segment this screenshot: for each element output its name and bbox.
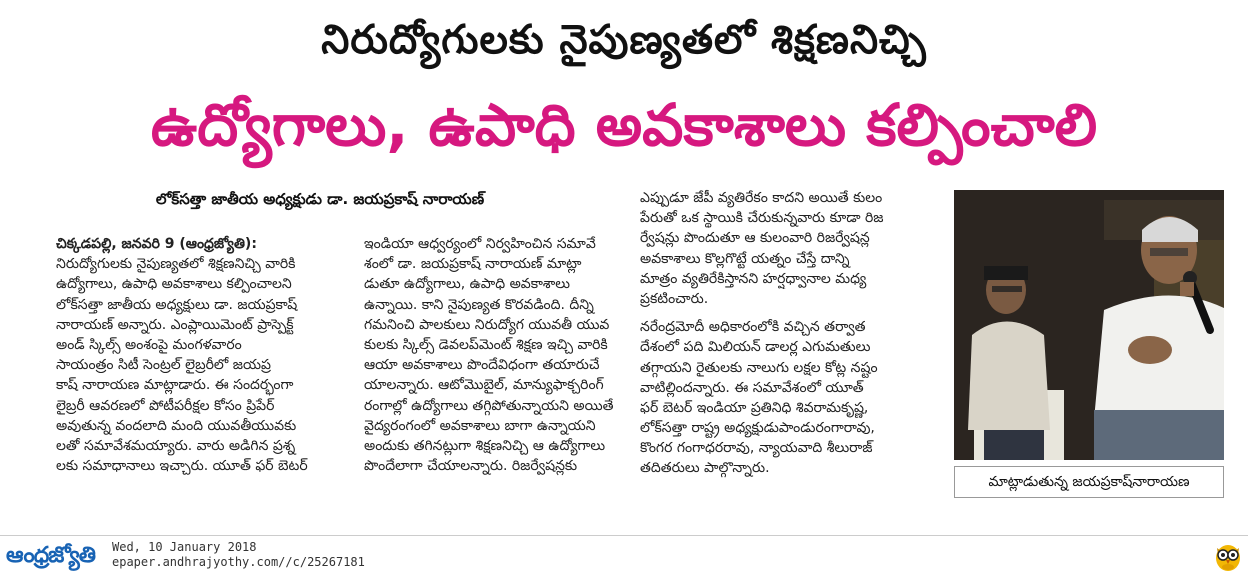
newspaper-logo: ఆంధ్రజ్యోతి: [6, 543, 95, 568]
article-line: ఆయా అవకాశాలు పొందేవిధంగా తయారుచే: [364, 357, 600, 374]
article-line: కాష్ నారాయణ మాట్లాడారు. ఈ సందర్భంగా: [56, 377, 294, 394]
speaker-photo-illustration: [954, 190, 1224, 460]
article-line: అవుతున్న వందలాది మంది యువతీయువకు: [56, 417, 297, 434]
article-line: కులకు స్కిల్స్ డెవలప్‌మెంట్ శిక్షణ ఇచ్చి వారికి: [364, 336, 608, 353]
article-line: ఇండియా ఆధ్వర్యంలో నిర్వహించిన సమావే: [364, 236, 596, 252]
paragraph-gap: [640, 309, 930, 317]
edition-date: Wed, 10 January 2018: [112, 540, 257, 554]
article-line: లకు సమాధానాలు ఇచ్చారు. యూత్ ఫర్ బెటర్: [56, 458, 308, 475]
article-line: లతో సమావేశమయ్యారు. వారు అడిగిన ప్రశ్న: [56, 437, 296, 454]
byline: లోక్‌సత్తా జాతీయ అధ్యక్షుడు డా. జయప్రకాష్ నారాయణ్: [155, 190, 485, 208]
footer-meta: [112, 540, 365, 570]
article-line: రంగాల్లో ఉద్యోగాలు తగ్గిపోతున్నాయని అయితే: [364, 397, 614, 414]
article-line: ఫర్ బెటర్ ఇండియా ప్రతినిధి శివరామకృష్ణ,: [640, 399, 869, 416]
news-photo: [954, 190, 1224, 460]
article-line: నారాయణ్ అన్నారు. ఎంప్లాయిమెంట్ ప్రాస్పెక్ట్: [56, 316, 294, 333]
article-line: ప్రకటించారు.: [640, 290, 709, 307]
article-line: యాలన్నారు. ఆటోమొబైల్, మాన్యుఫాక్చరింగ్: [364, 377, 604, 394]
owl-icon: [1214, 540, 1242, 572]
article-column-3: [640, 188, 930, 479]
article-line: పేరుతో ఒక స్థాయికి చేరుకున్నవారు కూడా రిజ: [640, 210, 884, 227]
article-line: ర్వేషన్లు పొందుతూ ఆ కులంవారి రిజర్వేషన్ల: [640, 230, 870, 247]
article-line: వాటిల్లిందన్నారు. ఈ సమావేశంలో యూత్: [640, 379, 864, 396]
article-line: అండ్ స్కిల్స్ అంశంపై మంగళవారం: [56, 336, 242, 353]
photo-caption: మాట్లాడుతున్న జయప్రకాష్‌నారాయణ: [954, 466, 1224, 498]
article-line: లోక్‌సత్తా రాష్ట్ర అధ్యక్షుడుపాండురంగారావు,: [640, 420, 875, 437]
article-line: డుతూ ఉద్యోగాలు, ఉపాధి అవకాశాలు: [364, 276, 570, 293]
article-line: ఎప్పుడూ జేపీ వ్యతిరేకం కాదని అయితే కులం: [640, 190, 883, 206]
article-line: లోక్‌సత్తా జాతీయ అధ్యక్షులు డా. జయప్రకాష్: [56, 296, 298, 313]
article-line: గమనించి పాలకులు నిరుద్యోగ యువతీ యువ: [364, 316, 610, 333]
article-line: నిరుద్యోగులకు నైపుణ్యతలో శిక్షణనిచ్చి వారికి: [56, 256, 296, 273]
article-line: ఉద్యోగాలు, ఉపాధి అవకాశాలు కల్పించాలని: [56, 276, 292, 293]
article-line: అందుకు తగినట్లుగా శిక్షణనిచ్చి ఆ ఉద్యోగాలు: [364, 437, 606, 454]
article-column-1: [56, 234, 316, 476]
headline-main: ఉద్యోగాలు, ఉపాధి అవకాశాలు కల్పించాలి: [150, 91, 1098, 159]
article-line: మాత్రం వ్యతిరేకిస్తానని హర్షధ్వానాల మధ్య: [640, 270, 867, 287]
footer-divider: [0, 535, 1248, 536]
article-line: పొందేలాగా చేయాలన్నారు. రిజర్వేషన్లకు: [364, 458, 578, 475]
article-line: వైద్యరంగంలో అవకాశాలు బాగా ఉన్నాయని: [364, 417, 596, 434]
epaper-url[interactable]: epaper.andhrajyothy.com//c/25267181: [112, 555, 365, 569]
article-line: శంలో డా. జయప్రకాష్ నారాయణ్ మాట్లా: [364, 256, 582, 273]
dateline: చిక్కడపల్లి, జనవరి 9 (ఆంధ్రజ్యోతి):: [56, 236, 257, 252]
article-line: తదితరులు పాల్గొన్నారు.: [640, 460, 770, 477]
article-line: సాయంత్రం సిటీ సెంట్రల్ లైబ్రరీలో జయప్ర: [56, 357, 271, 374]
headline-kicker: నిరుద్యోగులకు నైపుణ్యతలో శిక్షణనిచ్చి: [321, 17, 927, 63]
article-line: తగ్గాయని రైతులకు నాలుగు లక్షల కోట్ల నష్టం: [640, 359, 878, 376]
article-column-2: [364, 234, 634, 476]
article-line: ఉన్నాయి. కాని నైపుణ్యత కొరవడింది. దీన్ని: [364, 296, 594, 313]
article-line: లైబ్రరీ ఆవరణలో పోటీపరీక్షల కోసం ప్రిపేర్: [56, 397, 275, 414]
article-line: అవకాశాలు కొల్లగొట్టే యత్నం చేస్తే దాన్ని: [640, 250, 850, 267]
article-line: కొంగర గంగాధరరావు, న్యాయవాది శీలురాజ్: [640, 440, 873, 457]
article-line: నరేంద్రమోదీ అధికారంలోకి వచ్చిన తర్వాత: [640, 319, 866, 336]
article-line: దేశంలో పది మిలియన్ డాలర్ల ఎగుమతులు: [640, 339, 871, 356]
